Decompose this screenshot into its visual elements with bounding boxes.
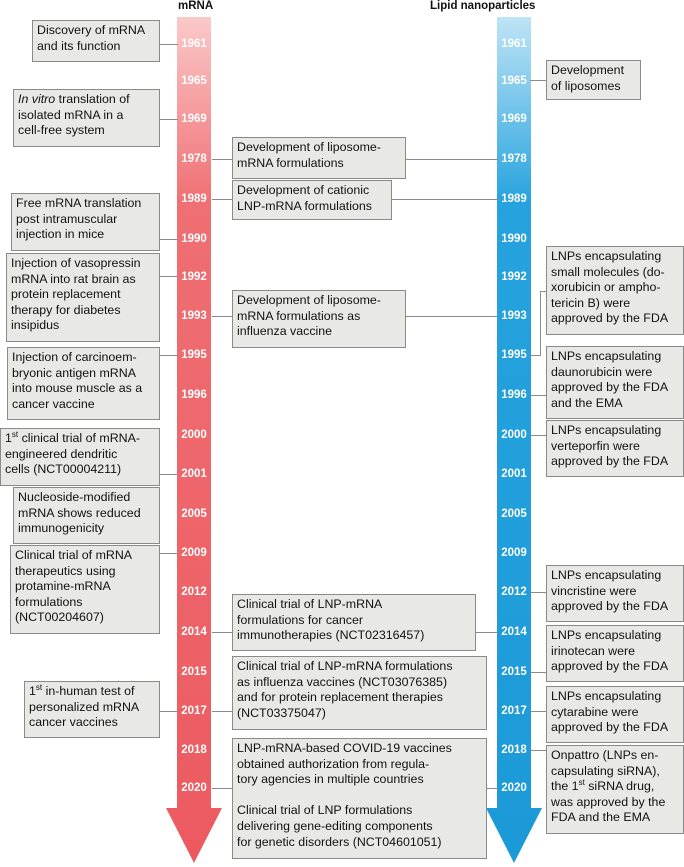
mrna-year-label: 1996 (181, 389, 207, 401)
mrna-year-label: 1992 (181, 271, 207, 283)
event-box-free-mrna-translation: Free mRNA translation post intramuscular injection in mice (11, 193, 160, 251)
mrna-year-label: 2014 (181, 626, 207, 638)
event-box-influenza-trial: Clinical trial of LNP-mRNA formulations as influenza vaccines (NCT03076385) and for protein replacement therapies (NCT03375047) (232, 656, 487, 730)
lnp-year-label: 1996 (501, 389, 527, 401)
connector-line (530, 711, 546, 712)
connector-line (212, 632, 232, 633)
mrna-column-header: mRNA (178, 0, 214, 12)
event-box-carcinoembryonic: Injection of carcinoem- bryonic antigen mRNA into mouse muscle as a cancer vaccine (7, 347, 160, 420)
mrna-year-label: 1993 (181, 310, 207, 322)
event-box-irinotecan: LNPs encapsulating irinotecan were approved by the FDA (546, 625, 684, 682)
connector-line (160, 119, 178, 120)
mrna-year-label: 1965 (181, 75, 207, 87)
connector-line (160, 239, 178, 240)
mrna-year-label: 1978 (181, 153, 207, 165)
connector-line (530, 435, 546, 436)
mrna-year-label: 2018 (181, 744, 207, 756)
lnp-year-label: 1961 (501, 38, 527, 50)
event-box-personalized-vaccines: 1st in-human test of personalized mRNA cancer vaccines (24, 681, 160, 738)
mrna-year-label: 2017 (181, 705, 207, 717)
connector-line (540, 291, 541, 356)
connector-line (160, 553, 178, 554)
event-box-in-vitro-translation: In vitro translation of isolated mRNA in a cell-free system (13, 89, 160, 147)
lnp-year-label: 2018 (501, 744, 527, 756)
connector-line (160, 276, 178, 277)
connector-line (392, 199, 498, 200)
event-box-cytarabine: LNPs encapsulating cytarabine were approved by the FDA (546, 686, 684, 743)
lnp-year-label: 2009 (501, 547, 527, 559)
lnp-year-label: 1969 (501, 113, 527, 125)
lnp-year-label: 2014 (501, 626, 527, 638)
mrna-year-label: 1990 (181, 233, 207, 245)
lnp-year-label: 1989 (501, 193, 527, 205)
event-box-liposome-influenza: Development of liposome- mRNA formulations as influenza vaccine (232, 290, 406, 348)
connector-line (530, 395, 546, 396)
connector-line (212, 711, 232, 712)
event-box-vincristine: LNPs encapsulating vincristine were approved by the FDA (546, 565, 684, 622)
event-box-liposome-mrna: Development of liposome- mRNA formulations (232, 137, 406, 179)
event-box-verteporfin: LNPs encapsulating verteporfin were approved by the FDA (546, 420, 684, 477)
event-box-vasopressin: Injection of vasopressin mRNA into rat brain as protein replacement therapy for diabetes insipidus (6, 253, 160, 342)
connector-line (160, 474, 178, 475)
event-box-cancer-immunotherapy-trial: Clinical trial of LNP-mRNA formulations for cancer immunotherapies (NCT02316457) (232, 594, 476, 651)
lnp-year-label: 2020 (501, 782, 527, 794)
connector-line (530, 80, 546, 81)
connector-line (406, 159, 498, 160)
connector-line (530, 355, 540, 356)
lnp-year-label: 1995 (501, 349, 527, 361)
connector-line (212, 199, 232, 200)
lnp-column-header: Lipid nanoparticles (430, 0, 536, 12)
lnp-year-label: 1978 (501, 153, 527, 165)
event-box-daunorubicin: LNPs encapsulating daunorubicin were approved by the FDA and the EMA (546, 346, 684, 419)
event-box-protamine-trial: Clinical trial of mRNA therapeutics using protamine-mRNA formulations (NCT00204607) (10, 545, 160, 634)
mrna-year-label: 1989 (181, 193, 207, 205)
event-box-nucleoside-modified: Nucleoside-modified mRNA shows reduced immunogenicity (13, 487, 160, 544)
event-box-covid-gene-editing: LNP-mRNA-based COVID-19 vaccines obtained authorization from regula- tory agencies in multiple countries Clinical trial of LNP formulations delivering gene-editing components for genetic disorders (NCT04601051) (232, 738, 487, 859)
mrna-year-label: 2005 (181, 508, 207, 520)
lnp-year-label: 1990 (501, 233, 527, 245)
mrna-year-label: 2012 (181, 586, 207, 598)
mrna-year-label: 1995 (181, 349, 207, 361)
connector-line (530, 750, 546, 751)
connector-line (406, 316, 498, 317)
lnp-year-label: 2015 (501, 666, 527, 678)
mrna-year-label: 2000 (181, 429, 207, 441)
connector-line (212, 788, 232, 789)
mrna-year-label: 2001 (181, 468, 207, 480)
connector-line (476, 632, 498, 633)
lnp-year-label: 1965 (501, 75, 527, 87)
lnp-year-label: 2005 (501, 508, 527, 520)
connector-line (160, 355, 178, 356)
mrna-year-label: 1961 (181, 38, 207, 50)
mrna-year-label: 1969 (181, 113, 207, 125)
mrna-year-label: 2009 (181, 547, 207, 559)
connector-line (212, 159, 232, 160)
lnp-year-label: 2000 (501, 429, 527, 441)
event-box-onpattro: Onpattro (LNPs en- capsulating siRNA), the 1st siRNA drug, was approved by the FDA and the EMA (546, 745, 684, 834)
connector-line (530, 592, 546, 593)
event-box-cationic-lnp: Development of cationic LNP-mRNA formulations (232, 180, 392, 220)
lnp-year-label: 1992 (501, 271, 527, 283)
event-box-first-clinical-trial: 1st clinical trial of mRNA- engineered dendritic cells (NCT00004211) (0, 428, 160, 486)
mrna-year-label: 2020 (181, 782, 207, 794)
lnp-year-label: 2012 (501, 586, 527, 598)
connector-line (160, 44, 178, 45)
lnp-year-label: 1993 (501, 310, 527, 322)
event-box-mrna-discovery: Discovery of mRNA and its function (32, 20, 160, 62)
connector-line (212, 316, 232, 317)
event-box-liposomes: Development of liposomes (546, 60, 641, 100)
lnp-year-label: 2017 (501, 705, 527, 717)
lnp-year-label: 2001 (501, 468, 527, 480)
connector-line (530, 672, 546, 673)
connector-line (487, 788, 498, 789)
connector-line (160, 711, 178, 712)
mrna-year-label: 2015 (181, 666, 207, 678)
event-box-doxorubicin: LNPs encapsulating small molecules (do- xorubicin or ampho- tericin B) were approved by the FDA (546, 246, 684, 335)
